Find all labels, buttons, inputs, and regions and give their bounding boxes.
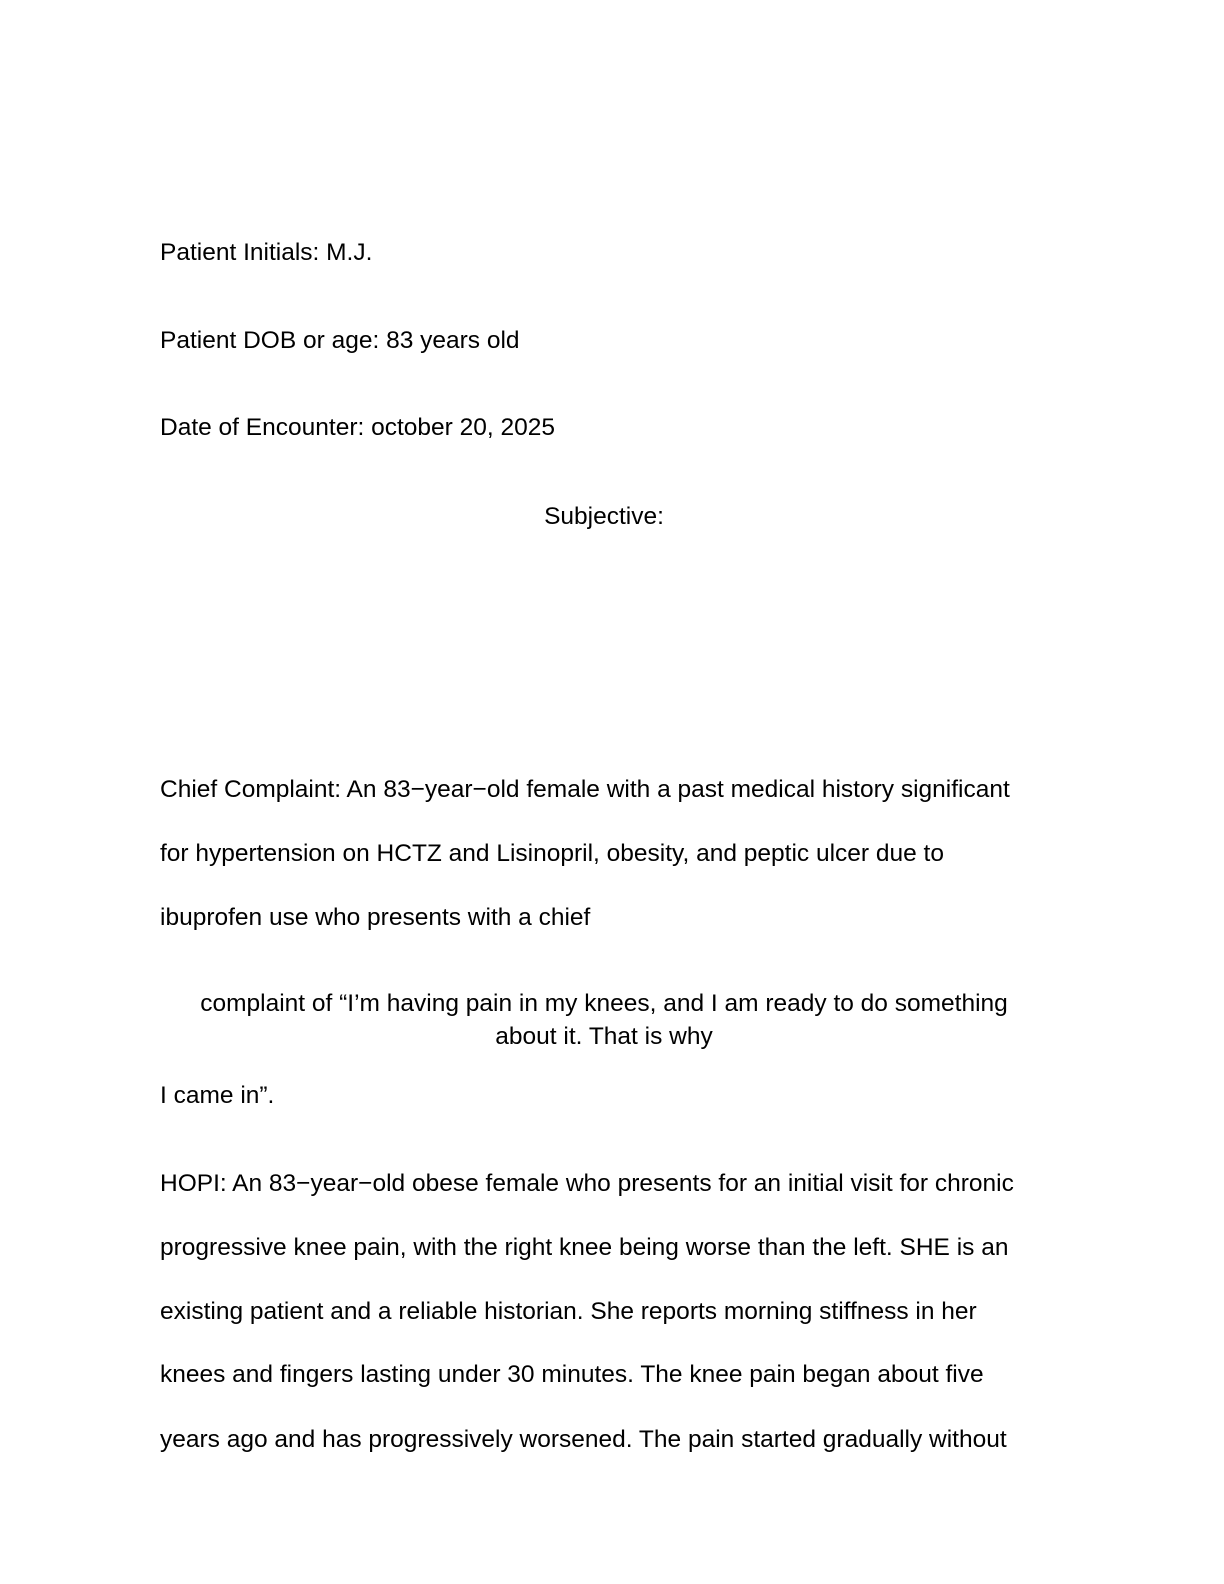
chief-complaint-quote-line-3: I came in”. — [160, 1082, 275, 1109]
chief-complaint-quote-line-1: complaint of “I’m having pain in my knees, and I am ready to do something — [200, 990, 1008, 1017]
hopi-line-2: progressive knee pain, with the right knee being worse than the left. SHE is an — [160, 1234, 1009, 1261]
chief-complaint-quote-line-2: about it. That is why — [495, 1023, 713, 1050]
chief-complaint-line-3: ibuprofen use who presents with a chief — [160, 904, 591, 931]
chief-complaint-line-2: for hypertension on HCTZ and Lisinopril, obesity, and peptic ulcer due to — [160, 840, 944, 867]
hopi-line-5: years ago and has progressively worsened. The pain started gradually without — [160, 1426, 1007, 1453]
hopi-line-4: knees and fingers lasting under 30 minutes. The knee pain began about five — [160, 1361, 984, 1388]
patient-dob: Patient DOB or age: 83 years old — [160, 327, 520, 354]
chief-complaint-line-1: Chief Complaint: An 83−year−old female with a past medical history significant — [160, 776, 1010, 803]
patient-initials: Patient Initials: M.J. — [160, 239, 373, 266]
hopi-line-3: existing patient and a reliable historian. She reports morning stiffness in her — [160, 1298, 977, 1325]
section-heading-subjective: Subjective: — [544, 503, 664, 530]
date-of-encounter: Date of Encounter: october 20, 2025 — [160, 414, 555, 441]
hopi-line-1: HOPI: An 83−year−old obese female who presents for an initial visit for chronic — [160, 1170, 1014, 1197]
